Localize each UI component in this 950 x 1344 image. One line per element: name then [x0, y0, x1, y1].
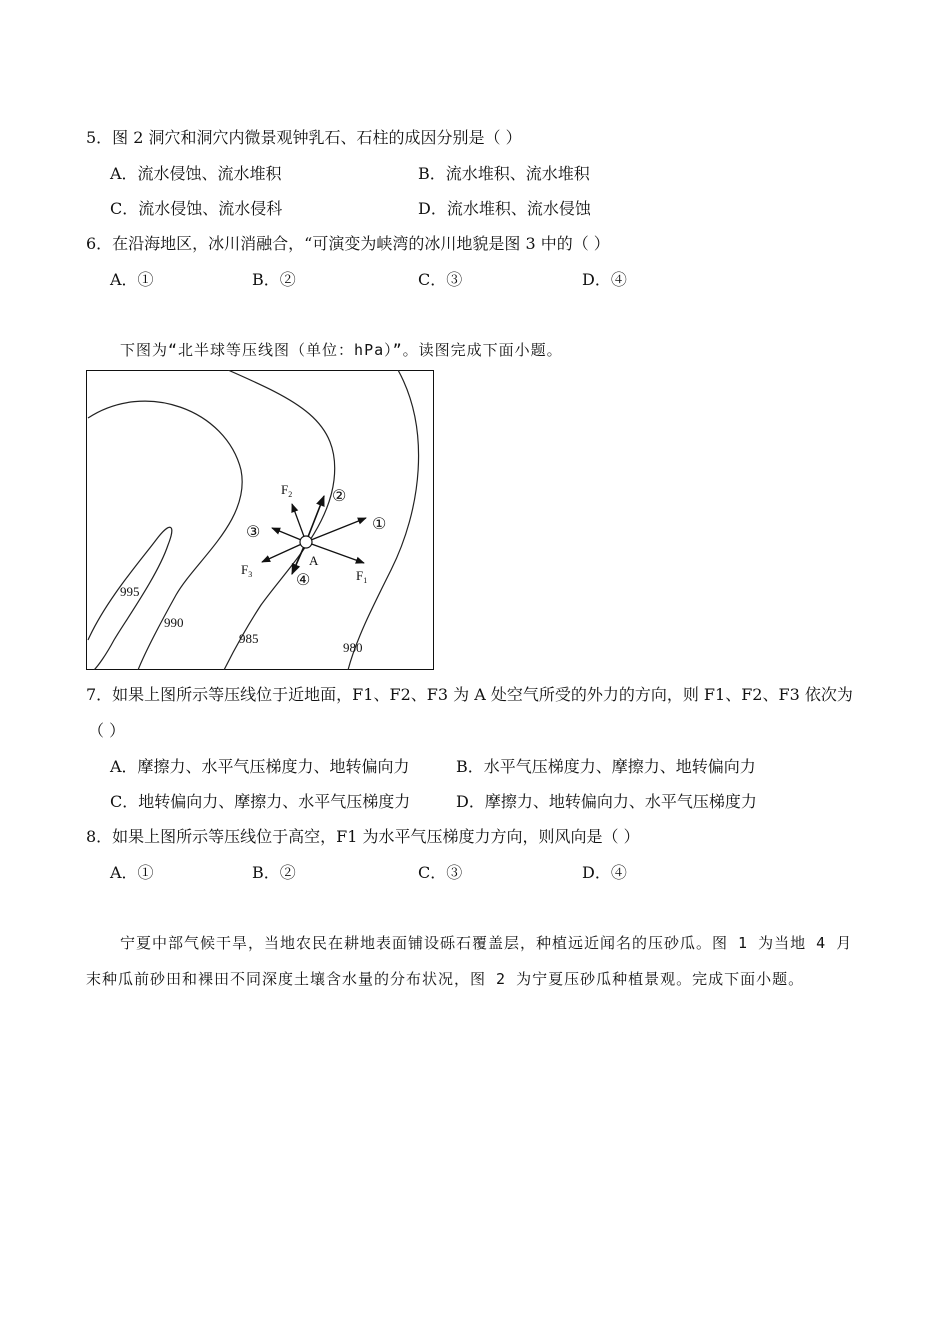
question-5-option-d[interactable]: D．流水堆积、流水侵蚀 — [418, 199, 591, 218]
isobar-label-985: 985 — [239, 631, 259, 646]
question-7-option-a[interactable]: A．摩擦力、水平气压梯度力、地转偏向力 — [110, 757, 410, 776]
question-7-option-c[interactable]: C．地转偏向力、摩擦力、水平气压梯度力 — [110, 792, 411, 811]
force-label-f2: $F_2$ — [281, 482, 293, 499]
question-7-option-d[interactable]: D．摩擦力、地转偏向力、水平气压梯度力 — [456, 792, 757, 811]
isobar-chart — [86, 370, 434, 670]
question-6-option-b[interactable]: B．② — [252, 270, 296, 289]
question-8-option-b[interactable]: B．② — [252, 863, 296, 882]
question-7-stem-line1: 7．如果上图所示等压线位于近地面，F1、F2、F3 为 A 处空气所受的外力的方向，则 F1、F2、F3 依次为 — [86, 685, 853, 704]
question-7-option-b[interactable]: B．水平气压梯度力、摩擦力、地转偏向力 — [456, 757, 756, 776]
arrow-label-1: ① — [372, 516, 387, 533]
figure-intro: 下图为“北半球等压线图（单位：hPa）”。读图完成下面小题。 — [120, 341, 563, 359]
point-a-label: A — [309, 553, 319, 568]
isobar-figure — [86, 370, 434, 670]
question-5-option-a[interactable]: A．流水侵蚀、流水堆积 — [110, 164, 282, 183]
arrow-label-2: ② — [332, 488, 347, 505]
question-5-stem: 5．图 2 洞穴和洞穴内微景观钟乳石、石柱的成因分别是（ ） — [86, 128, 522, 147]
question-8-option-a[interactable]: A．① — [110, 863, 154, 882]
question-8-option-d[interactable]: D．④ — [582, 863, 627, 882]
question-7-stem-line2: （ ） — [88, 721, 126, 740]
question-8-stem: 8．如果上图所示等压线位于高空，F1 为水平气压梯度力方向，则风向是（ ） — [86, 827, 640, 846]
force-label-f3: $F_3$ — [241, 562, 253, 579]
arrow-label-3: ③ — [246, 524, 261, 541]
isobar-label-990: 990 — [164, 615, 184, 630]
passage-line-2: 末种瓜前砂田和裸田不同深度土壤含水量的分布状况，图 2 为宁夏压砂瓜种植景观。完成下面小题。 — [86, 970, 805, 988]
question-6-option-d[interactable]: D．④ — [582, 270, 627, 289]
question-6-option-c[interactable]: C．③ — [418, 270, 463, 289]
question-8-option-c[interactable]: C．③ — [418, 863, 463, 882]
force-label-f1: $F_1$ — [356, 568, 368, 585]
question-6-stem: 6．在沿海地区，冰川消融合，“可演变为峡湾的冰川地貌是图 3 中的（ ） — [86, 234, 610, 253]
arrow-label-4: ④ — [296, 572, 311, 589]
point-a-marker — [300, 536, 312, 548]
isobar-label-980: 980 — [343, 640, 363, 655]
isobar-label-995: 995 — [120, 584, 140, 599]
question-6-option-a[interactable]: A．① — [110, 270, 154, 289]
passage-line-1: 宁夏中部气候干旱，当地农民在耕地表面铺设砾石覆盖层，种植远近闻名的压砂瓜。图 1 为当地 4 月 — [120, 934, 853, 952]
question-5-option-b[interactable]: B．流水堆积、流水堆积 — [418, 164, 590, 183]
question-5-option-c[interactable]: C．流水侵蚀、流水侵科 — [110, 199, 283, 218]
